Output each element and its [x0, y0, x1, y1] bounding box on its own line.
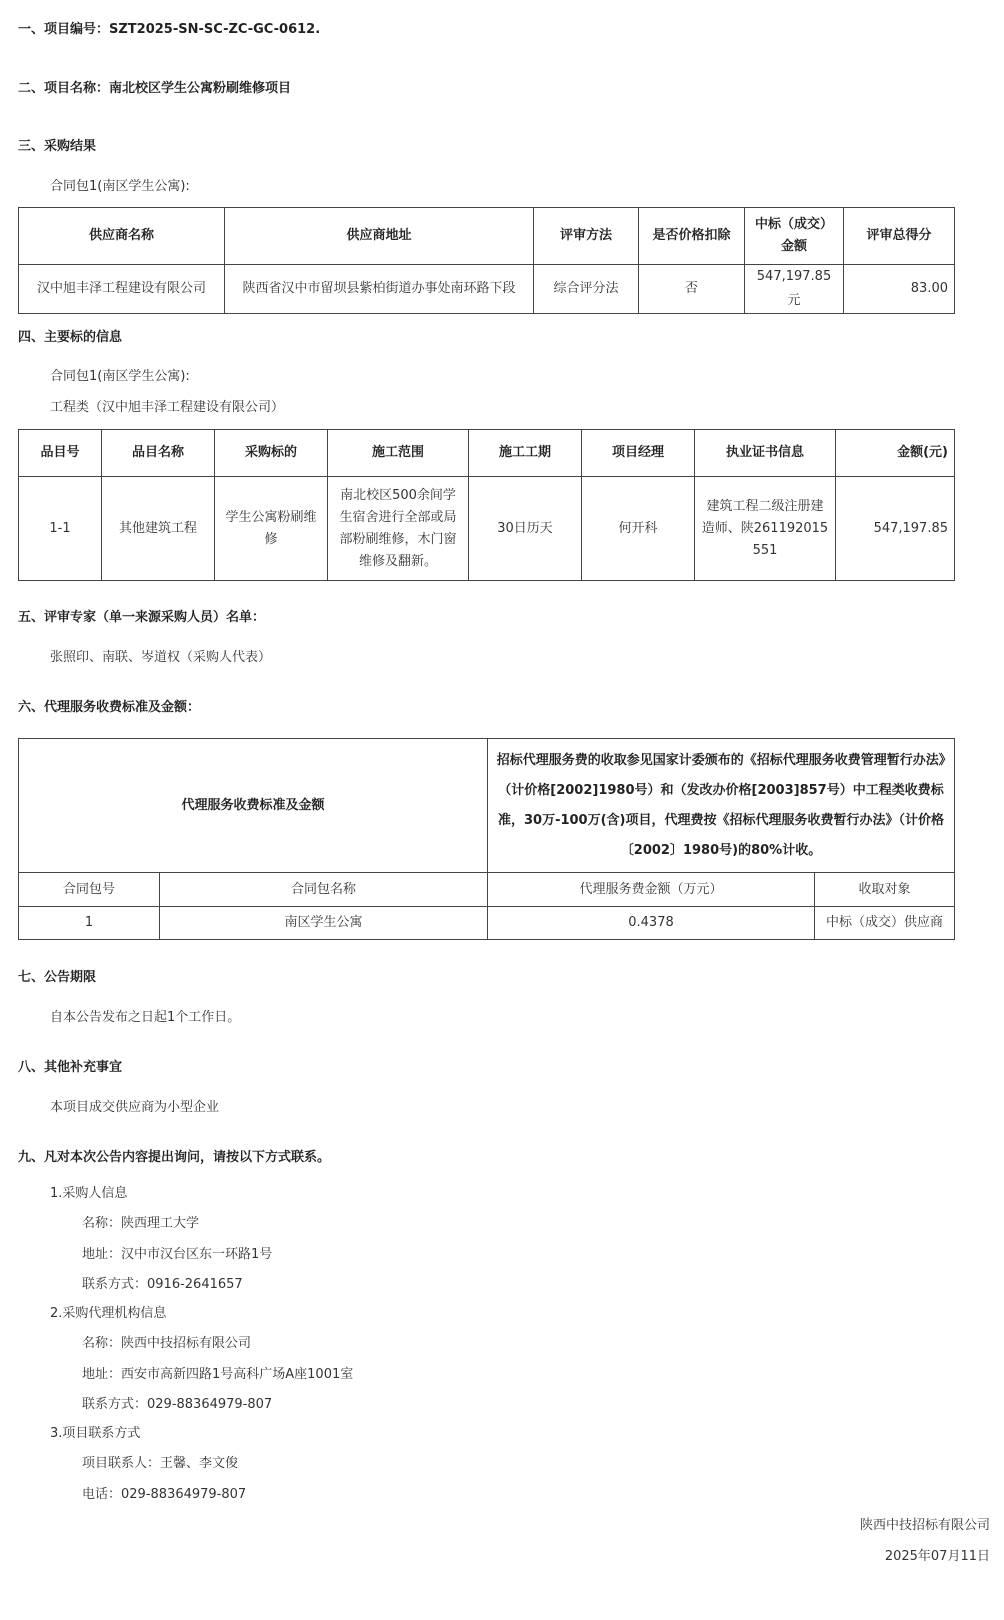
cell-charge-target: 中标（成交）供应商	[815, 907, 955, 940]
th-item-no: 品目号	[19, 430, 102, 477]
cell-supplier-address: 陕西省汉中市留坝县紫柏街道办事处南环路下段	[225, 265, 534, 314]
project-contact-person: 项目联系人：王馨、李文俊	[82, 1456, 239, 1471]
agency-phone: 联系方式：029-88364979-807	[82, 1397, 273, 1412]
th-construction-scope: 施工范围	[328, 430, 469, 477]
fee-standard-title: 代理服务收费标准及金额	[19, 739, 488, 873]
signature-date: 2025年07月11日	[884, 1549, 990, 1564]
signature-org: 陕西中技招标有限公司	[859, 1518, 990, 1533]
section-agency-fee: 六、代理服务收费标准及金额：	[18, 700, 201, 715]
result-table	[18, 207, 955, 314]
th-item-name: 品目名称	[102, 430, 215, 477]
project-name: 二、项目名称：南北校区学生公寓粉刷维修项目	[18, 81, 292, 96]
purchaser-name: 名称：陕西理工大学	[82, 1216, 200, 1231]
th-procurement-target: 采购标的	[215, 430, 328, 477]
th-charge-target: 收取对象	[815, 873, 955, 907]
project-contact-phone: 电话：029-88364979-807	[82, 1487, 247, 1502]
cell-item-no: 1-1	[19, 477, 102, 581]
category-label: 工程类（汉中旭丰泽工程建设有限公司）	[50, 400, 285, 415]
package-label-2: 合同包1(南区学生公寓):	[50, 369, 190, 384]
experts-list: 张照印、南联、岑道权（采购人代表）	[50, 650, 272, 665]
th-bid-amount: 中标（成交）金额	[745, 208, 844, 265]
purchaser-phone: 联系方式：0916-2641657	[82, 1277, 243, 1292]
cell-construction-period: 30日历天	[469, 477, 582, 581]
section-procurement-result: 三、采购结果	[18, 139, 97, 154]
th-supplier-address: 供应商地址	[225, 208, 534, 265]
th-project-manager: 项目经理	[582, 430, 695, 477]
th-amount: 金额(元)	[836, 430, 955, 477]
th-fee-amount: 代理服务费金额（万元）	[488, 873, 815, 907]
cell-project-manager: 何开科	[582, 477, 695, 581]
th-price-deduction: 是否价格扣除	[639, 208, 745, 265]
agency-address: 地址：西安市高新四路1号高科广场A座1001室	[82, 1367, 354, 1382]
purchaser-heading: 1.采购人信息	[50, 1186, 128, 1201]
package-label: 合同包1(南区学生公寓):	[50, 179, 190, 194]
section-supplementary: 八、其他补充事宜	[18, 1060, 123, 1075]
cell-certificate: 建筑工程二级注册建造师、陕261192015551	[695, 477, 836, 581]
agency-name: 名称：陕西中技招标有限公司	[82, 1336, 252, 1351]
section-contact: 九、凡对本次公告内容提出询问，请按以下方式联系。	[18, 1150, 331, 1165]
th-construction-period: 施工工期	[469, 430, 582, 477]
cell-evaluation-method: 综合评分法	[534, 265, 639, 314]
agency-fee-table	[18, 738, 955, 940]
cell-amount: 547,197.85	[836, 477, 955, 581]
section-experts: 五、评审专家（单一来源采购人员）名单：	[18, 610, 266, 625]
th-certificate: 执业证书信息	[695, 430, 836, 477]
cell-package-name: 南区学生公寓	[160, 907, 488, 940]
supplementary-body: 本项目成交供应商为小型企业	[50, 1100, 220, 1115]
agency-heading: 2.采购代理机构信息	[50, 1306, 167, 1321]
cell-supplier-name: 汉中旭丰泽工程建设有限公司	[19, 265, 225, 314]
th-supplier-name: 供应商名称	[19, 208, 225, 265]
items-table	[18, 429, 955, 581]
section-main-items: 四、主要标的信息	[18, 330, 123, 345]
cell-item-name: 其他建筑工程	[102, 477, 215, 581]
purchaser-address: 地址：汉中市汉台区东一环路1号	[82, 1247, 273, 1262]
cell-price-deduction: 否	[639, 265, 745, 314]
th-total-score: 评审总得分	[844, 208, 955, 265]
cell-package-no: 1	[19, 907, 160, 940]
cell-construction-scope: 南北校区500余间学生宿舍进行全部或局部粉刷维修，木门窗维修及翻新。	[328, 477, 469, 581]
th-evaluation-method: 评审方法	[534, 208, 639, 265]
section-notice-period: 七、公告期限	[18, 970, 97, 985]
cell-bid-amount: 547,197.85元	[745, 265, 844, 314]
cell-total-score: 83.00	[844, 265, 955, 314]
project-number: 一、项目编号：SZT2025-SN-SC-ZC-GC-0612.	[18, 22, 321, 37]
cell-procurement-target: 学生公寓粉刷维修	[215, 477, 328, 581]
th-package-name: 合同包名称	[160, 873, 488, 907]
cell-fee-amount: 0.4378	[488, 907, 815, 940]
th-package-no: 合同包号	[19, 873, 160, 907]
notice-period-body: 自本公告发布之日起1个工作日。	[50, 1010, 241, 1025]
project-contact-heading: 3.项目联系方式	[50, 1426, 141, 1441]
fee-standard-desc: 招标代理服务费的收取参见国家计委颁布的《招标代理服务收费管理暂行办法》（计价格[2002]1980号）和（发改办价格[2003]857号）中工程类收费标准，30万-100万(含)项目，代理费按《招标代理服务收费暂行办法》（计价格〔2002〕1980号)的80%计收。	[488, 739, 955, 873]
